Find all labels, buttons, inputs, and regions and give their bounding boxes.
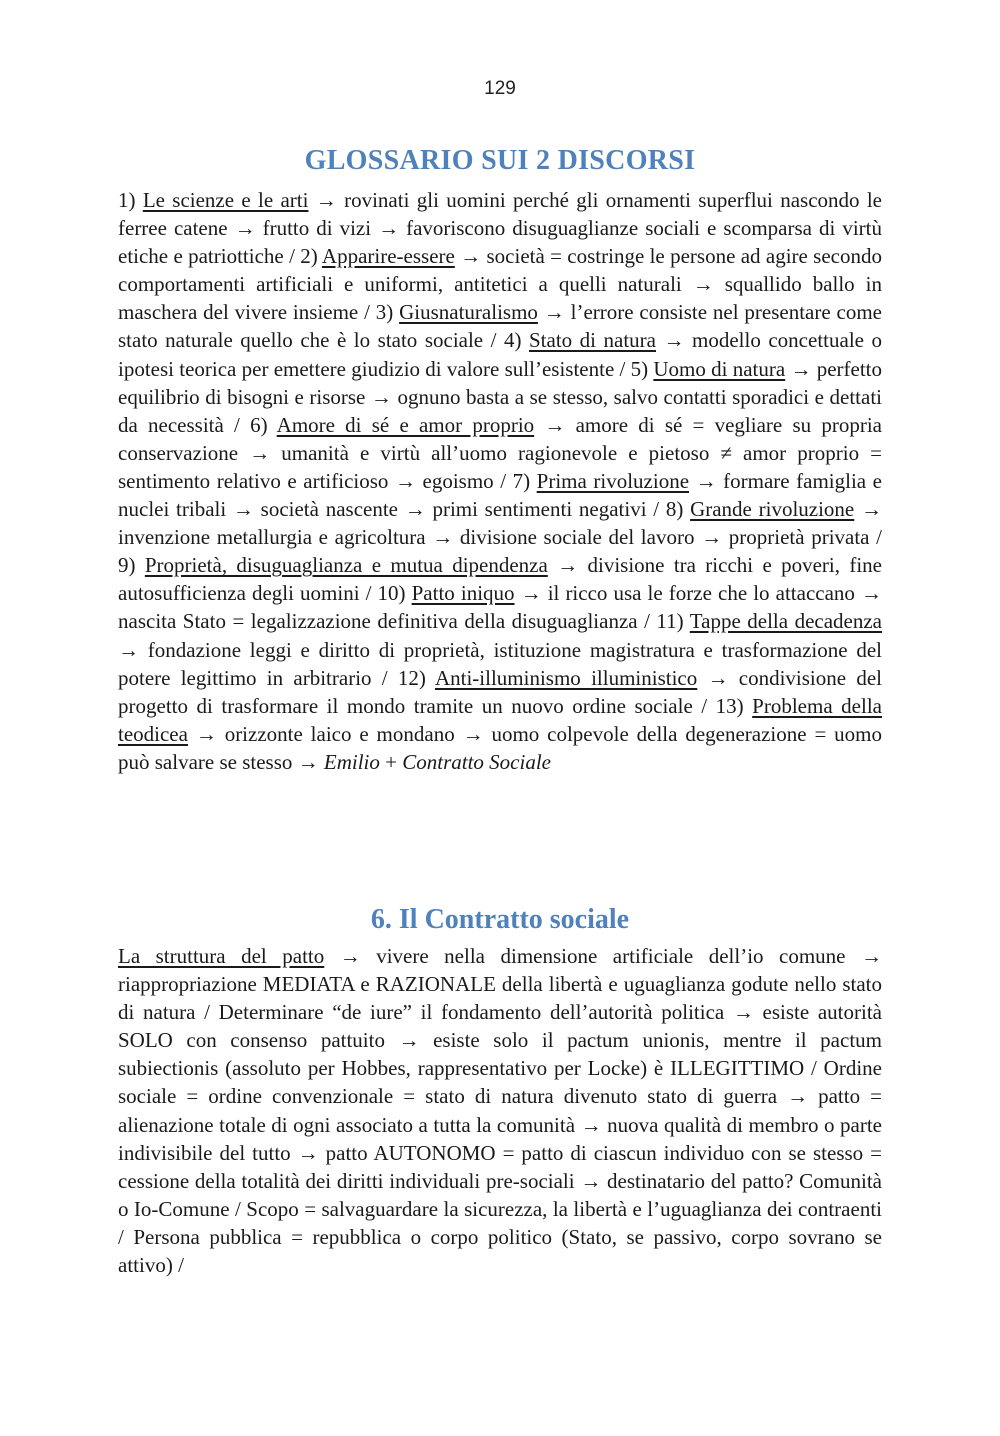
glossary-term: Amore di sé e amor proprio (276, 412, 535, 437)
glossary-term: Stato di natura (529, 328, 656, 353)
text-run: → rovinati gli uomini perché gli ornamenti superflui nascondo le ferree catene → frutto di vizi → favoriscono disuguaglianze sociali e scomparsa di virtù etiche e patriottiche / 2) (118, 188, 882, 269)
text-run: → società = costringe le persone ad agire secondo comportamenti artificiali e uniformi, antitetici a quelli naturali → squallido ballo in maschera del vivere insieme / 3) (118, 244, 882, 325)
glossary-term: La struttura del patto (118, 944, 325, 968)
glossary-term: Anti-illuminismo illuministico (434, 665, 698, 690)
glossary-term: Problema della teodicea (118, 693, 882, 746)
section-paragraph (118, 942, 882, 1279)
text-run: 1) (118, 188, 143, 212)
glossary-title: GLOSSARIO SUI 2 DISCORSI (304, 145, 696, 176)
text-run: → invenzione metallurgia e agricoltura → divisione sociale del lavoro → proprietà privata / 9) (118, 497, 882, 578)
page-number: 129 (484, 78, 516, 99)
glossary-term: Proprietà, disuguaglianza e mutua dipendenza (144, 553, 548, 578)
text-run: → divisione tra ricchi e poveri, fine autosufficienza degli uomini / 10) (118, 553, 882, 606)
glossary-term: Patto iniquo (411, 581, 515, 606)
text-run: → amore di sé = vegliare su propria conservazione → umanità e virtù all’uomo ragionevole e pietoso ≠ amor proprio = sentimento relativo e artificioso → egoismo / 7) (118, 412, 882, 493)
glossary-term: Uomo di natura (653, 356, 786, 381)
glossary-term: Apparire-essere (321, 244, 455, 269)
book-title: Emilio (323, 749, 380, 774)
text-run: → modello concettuale o ipotesi teorica per emettere giudizio di valore sull’esistente / 5) (118, 328, 882, 381)
glossary-term: Le scienze e le arti (142, 188, 309, 212)
text-run: → formare famiglia e nuclei tribali → società nascente → primi sentimenti negativi / 8) (118, 468, 882, 522)
text-run: → il ricco usa le forze che lo attaccano → nascita Stato = legalizzazione definitiva della disuguaglianza / 11) (118, 581, 882, 634)
glossary-paragraph (118, 186, 882, 776)
text-run: → vivere nella dimensione artificiale dell’io comune → riappropriazione MEDIATA e RAZIONALE della libertà e uguaglianza godute nello stato di natura / Determinare “de iure” il fondamento dell’autorità politica → esiste autorità SOLO con consenso pattuito → esiste solo il pactum unionis, mentre il pactum subiectionis (assoluto per Hobbes, rappresentativo per Locke) è ILLEGITTIMO / Ordine sociale = ordine convenzionale = stato di natura divenuto stato di guerra → patto = alienazione totale di ogni associato a tutta la comunità → nuova qualità di membro o parte indivisibile del tutto → patto AUTONOMO = patto di ciascun individuo con se stesso = cessione della totalità dei diritti individuali pre-sociali → destinatario del patto? Comunità o Io-Comune / Scopo = salvaguardare la sicurezza, la libertà e l’uguaglianza dei contraenti / Persona pubblica = repubblica o corpo politico (Stato, se passivo, corpo sovrano se attivo) / (118, 944, 882, 1278)
text-run: → l’errore consiste nel presentare come stato naturale quello che è lo stato sociale / 4) (118, 300, 882, 353)
book-title: Contratto Sociale (402, 749, 551, 774)
text-run: → orizzonte laico e mondano → uomo colpevole della degenerazione = uomo può salvare se stesso → (118, 721, 882, 774)
glossary-term: Giusnaturalismo (399, 300, 538, 325)
text-run: → condivisione del progetto di trasformare il mondo tramite un nuovo ordine sociale / 13) (118, 665, 882, 718)
glossary-term: Tappe della decadenza (689, 609, 882, 634)
text-run: → fondazione leggi e diritto di proprietà, istituzione magistratura e trasformazione del potere legittimo in arbitrario / 12) (118, 637, 882, 690)
glossary-term: Prima rivoluzione (536, 468, 690, 493)
section-title: 6. Il Contratto sociale (370, 904, 630, 935)
glossary-term: Grande rivoluzione (690, 497, 855, 522)
text-run: + (379, 749, 403, 774)
text-run: → perfetto equilibrio di bisogni e risorse → ognuno basta a se stesso, salvo contatti sporadici e dettati da necessità / 6) (118, 356, 883, 437)
